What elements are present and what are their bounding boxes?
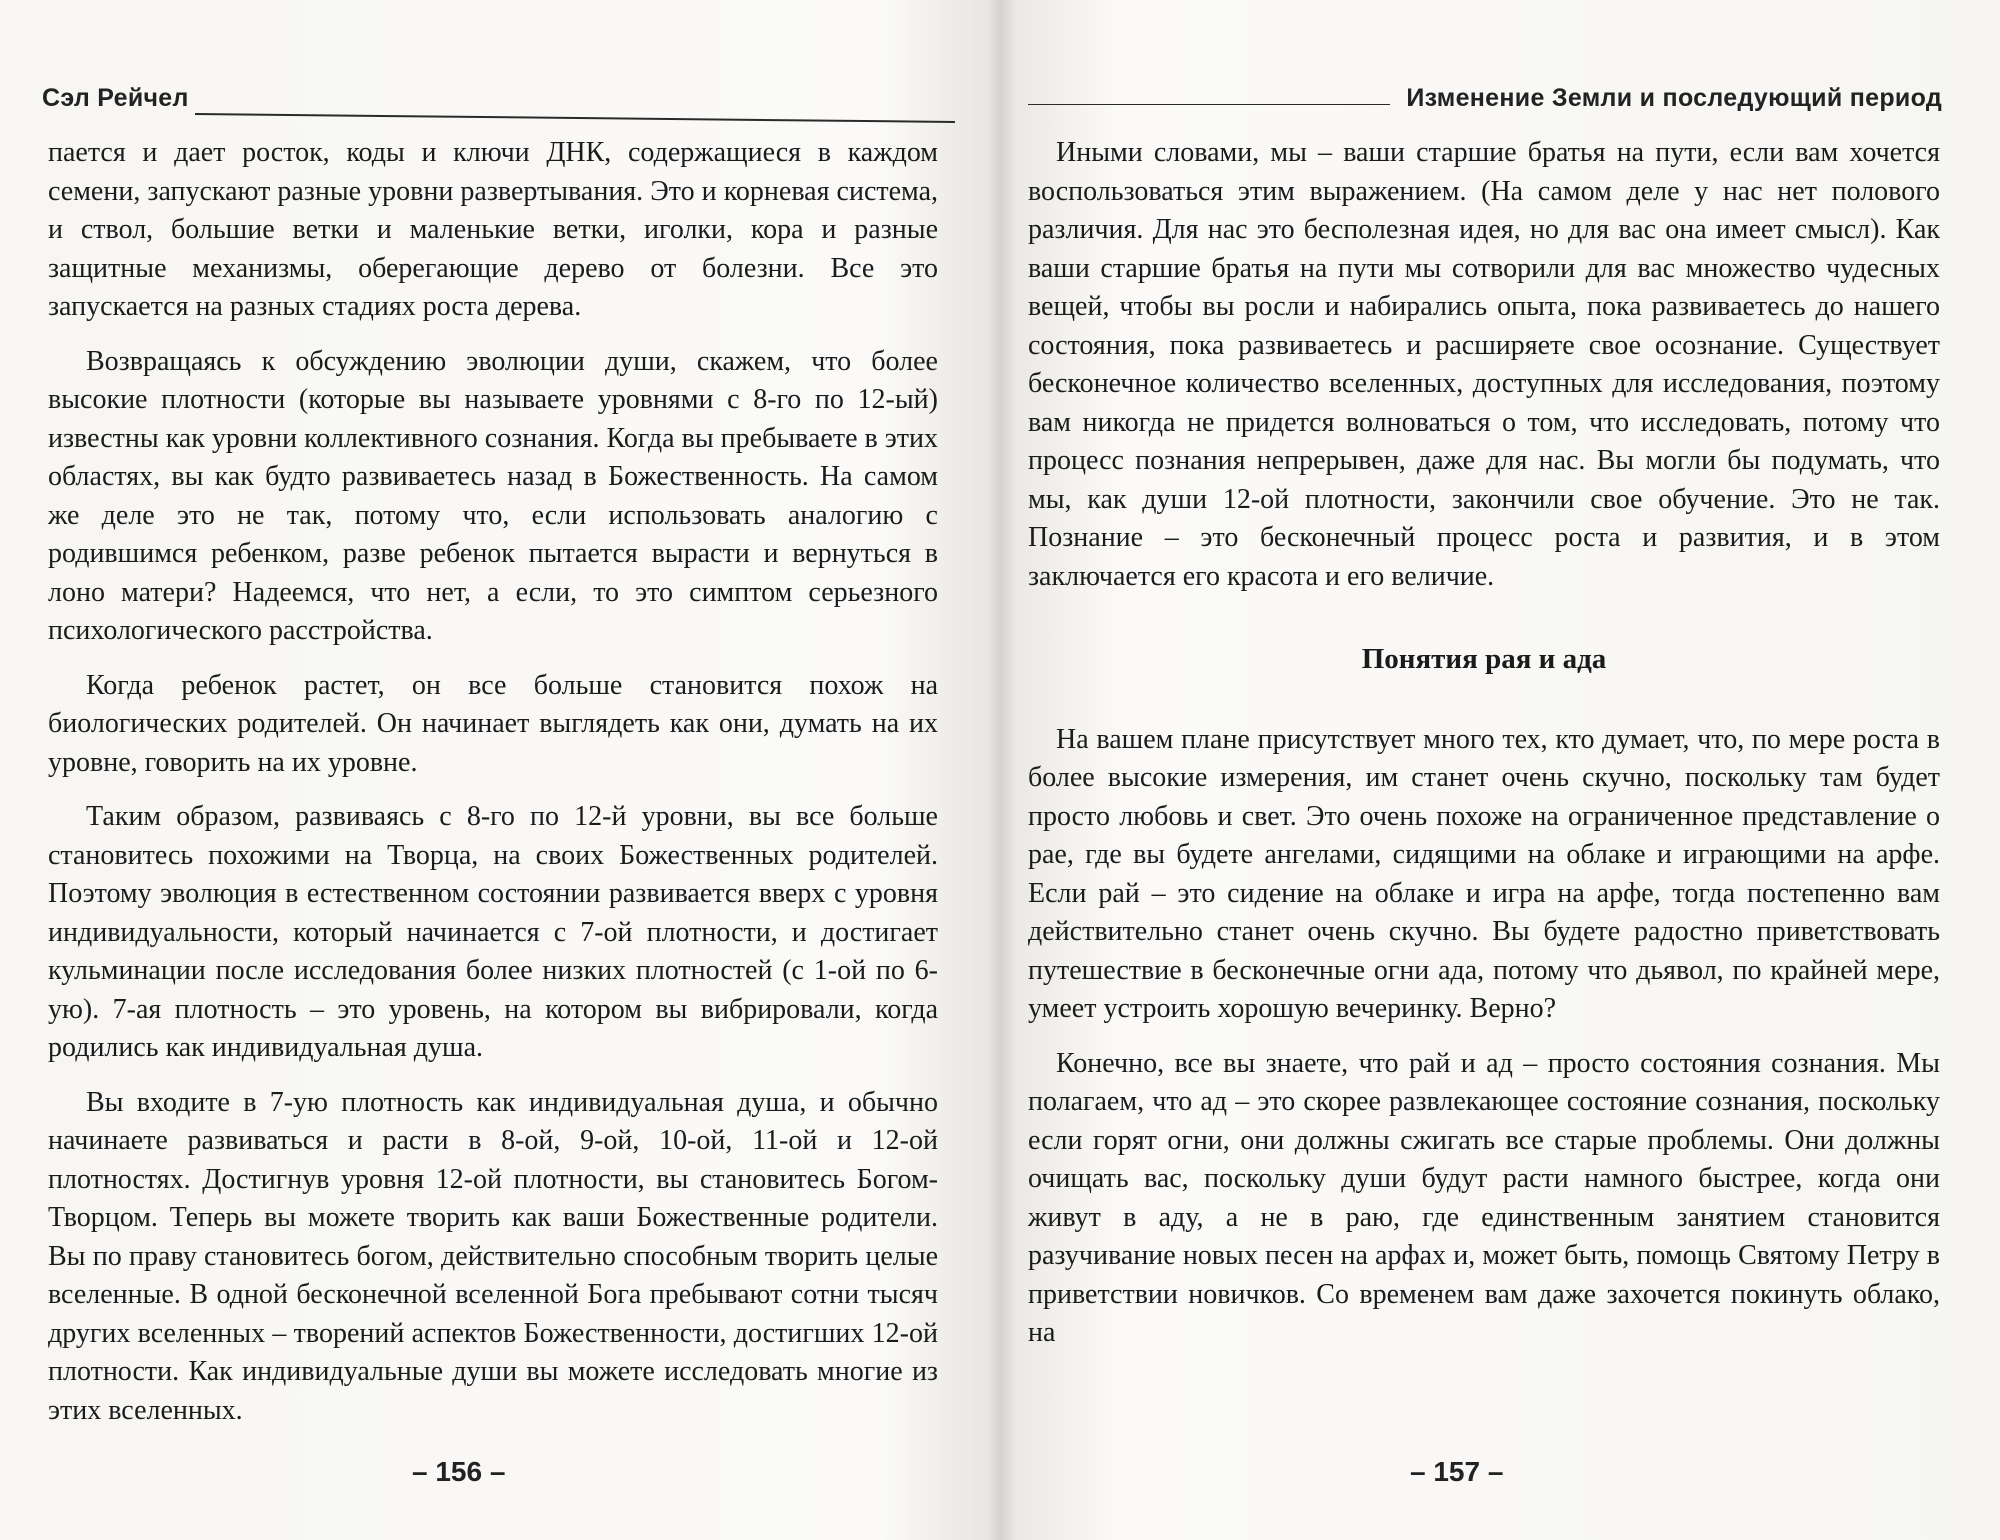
left-body-text [48, 134, 938, 1446]
right-header-rule [1028, 104, 1390, 105]
section-heading: Понятия рая и ада [1361, 643, 1607, 675]
right-page [1000, 0, 2000, 1540]
right-paragraph-1: Иными словами, мы – ваши старшие братья на пути, если вам хочется воспользоваться этим выражением. (На самом деле у нас нет полового различия. Для нас это бесполезная идея, но для вас она имеет смысл). Как ваши старшие братья на пути мы сотворили для вас множество чудесных вещей, чтобы вы росли и набирались опыта, пока развиваетесь до нашего состояния, пока развиваетесь и расширяете свое осознание. Существует бесконечное количество вселенных, доступных для исследования, поэтому вам никогда не придется волноваться о том, что исследовать, потому что процесс познания непрерывен, даже для нас. Вы могли бы подумать, что мы, как души 12-ой плотности, закончили свое обучение. Это не так. Познание – это бесконечный процесс роста и развития, и в этом заключается его красота и его величие. [1028, 137, 1940, 592]
left-paragraph-5: Вы входите в 7-ую плотность как индивидуальная душа, и обычно начинаете развиваться и расти в 8-ой, 9-ой, 10-ой, 11-ой и 12-ой плотностях. Достигнув уровня 12-ой плотности, вы становитесь Богом-Творцом. Теперь вы можете творить как ваши Божественные родители. Вы по праву становитесь богом, действительно способным творить целые вселенные. В одной бесконечной вселенной Бога пребывают сотни тысяч других вселенных – творений аспектов Божественности, достигших 12-ой плотности. Как индивидуальные души вы можете исследовать многие из этих вселенных. [48, 1086, 938, 1426]
right-paragraph-2: На вашем плане присутствует много тех, кто думает, что, по мере роста в более высокие измерения, им станет очень скучно, поскольку там будет просто любовь и свет. Это очень похоже на ограниченное представление о рае, где вы будете ангелами, сидящими на облаке и играющими на арфе. Если рай – это сидение на облаке и игра на арфе, тогда постепенно вам действительно станет очень скучно. Вы будете радостно приветствовать путешествие в бесконечные огни ада, потому что дьявол, по крайней мере, умеет устроить хорошую вечеринку. Верно? [1028, 723, 1940, 1024]
left-page-number: – 156 – [412, 1456, 506, 1487]
left-running-head: Сэл Рейчел [42, 84, 189, 112]
right-paragraph-3: Конечно, все вы знаете, что рай и ад – просто состояния сознания. Мы полагаем, что ад – это скорее развлекающее состояние сознания, поскольку если горят огни, они должны сжигать все старые проблемы. Они должны очищать вас, поскольку души будут расти намного быстрее, когда они живут в аду, а не в раю, где единственным занятием становится разучивание новых песен на арфах и, может быть, помощь Святому Петру в приветствии новичков. Со временем вам даже захочется покинуть облако, на [1028, 1047, 1940, 1348]
left-header-rule [195, 113, 955, 123]
left-paragraph-4: Таким образом, развиваясь с 8-го по 12-й уровни, вы все больше становитесь похожими на Творца, на своих Божественных родителей. Поэтому эволюция в естественном состоянии развивается вверх с уровня индивидуальности, который начинается с 7-ой плотности, и достигает кульминации после исследования более низких плотностей (с 1-ой по 6-ую). 7-ая плотность – это уровень, на котором вы вибрировали, когда родились как индивидуальная душа. [48, 801, 938, 1063]
right-running-head: Изменение Земли и последующий период [1406, 84, 1942, 112]
right-body-text [1028, 134, 1940, 1369]
right-page-number: – 157 – [1410, 1456, 1504, 1487]
left-paragraph-3: Когда ребенок растет, он все больше становится похож на биологических родителей. Он начинает выглядеть как они, думать на их уровне, говорить на их уровне. [48, 669, 938, 778]
left-paragraph-2: Возвращаясь к обсуждению эволюции души, скажем, что более высокие плотности (которые вы называете уровнями с 8-го по 12-ый) известны как уровни коллективного сознания. Когда вы пребываете в этих областях, вы как будто развиваетесь назад в Божественность. На самом же деле это не так, потому что, если использовать аналогию с родившимся ребенком, разве ребенок пытается вырасти и вернуться в лоно матери? Надеемся, что нет, а если, то это симптом серьезного психологического расстройства. [48, 345, 938, 646]
left-paragraph-1: пается и дает росток, коды и ключи ДНК, содержащиеся в каждом семени, запускают разные уровни развертывания. Это и корневая система, и ствол, большие ветки и маленькие ветки, иголки, кора и разные защитные механизмы, оберегающие дерево от болезни. Все это запускается на разных стадиях роста дерева. [48, 137, 938, 322]
